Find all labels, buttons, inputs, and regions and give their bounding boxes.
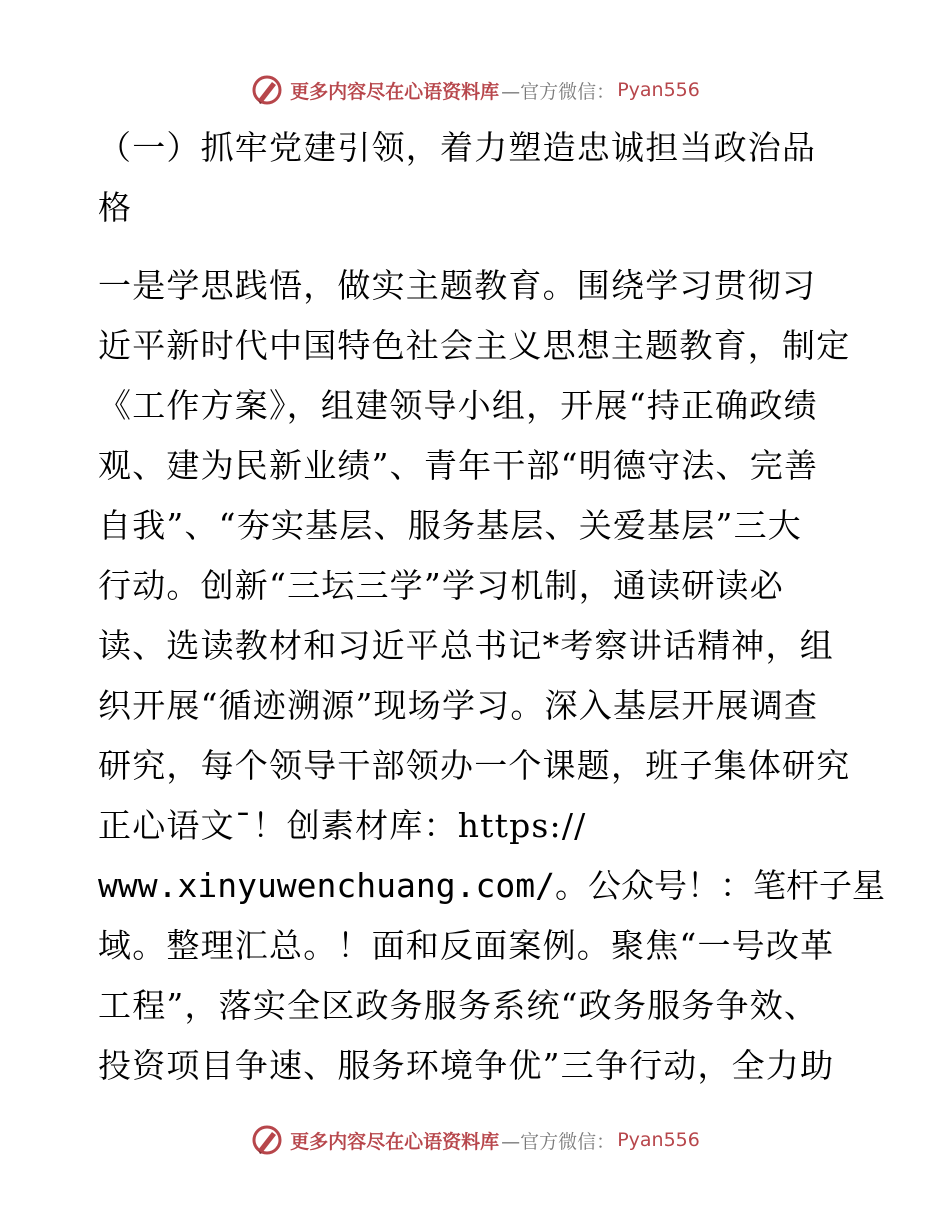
watermark-official-label: —官方微信：: [501, 1130, 616, 1153]
paragraph-line-url: www.xinyuwenchuang.com/。公众号！：笔杆子星: [98, 866, 885, 905]
watermark-text: [290, 77, 700, 104]
paragraph-line: 近平新时代中国特色社会主义思想主题教育，制定: [98, 326, 851, 365]
header-watermark: [0, 70, 950, 110]
watermark-wechat-id: Pyan556: [617, 1129, 700, 1151]
paragraph-line: 观、建为民新业绩”、青年干部“明德守法、完善: [98, 446, 819, 485]
paragraph-line: 投资项目争速、服务环境争优”三争行动，全力助: [98, 1046, 835, 1085]
paragraph-line: 读、选读教材和习近平总书记*考察讲话精神，组: [98, 626, 834, 665]
watermark-text: [290, 1127, 700, 1154]
paragraph-line: 自我”、“夯实基层、服务基层、关爱基层”三大: [98, 506, 803, 545]
paragraph-line: 域。整理汇总。！面和反面案例。聚焦“一号改革: [98, 926, 835, 965]
watermark-brand: 更多内容尽在心语资料库: [290, 1130, 500, 1153]
section-heading-line-1: （一）抓牢党建引领，着力塑造忠诚担当政治品: [98, 128, 817, 167]
paragraph-line: 正心语文¯！创素材库：https://: [98, 806, 587, 845]
paragraph-line: 行动。创新“三坛三学”学习机制，通读研读必: [98, 566, 784, 605]
footer-watermark: [0, 1120, 950, 1160]
paragraph-line: 织开展“循迹溯源”现场学习。深入基层开展调查: [98, 686, 819, 725]
pen-logo-icon: [250, 1123, 284, 1157]
paragraph-line: 《工作方案》，组建领导小组，开展“持正确政绩: [98, 386, 818, 425]
document-body: [98, 118, 885, 1096]
section-heading-line-2: 格: [98, 188, 133, 227]
watermark-brand: 更多内容尽在心语资料库: [290, 80, 500, 103]
paragraph-line: 一是学思践悟，做实主题教育。围绕学习贯彻习: [98, 266, 817, 305]
paragraph-line: 研究，每个领导干部领办一个课题，班子集体研究: [98, 746, 851, 785]
pen-logo-icon: [250, 73, 284, 107]
watermark-official-label: —官方微信：: [501, 80, 616, 103]
watermark-wechat-id: Pyan556: [617, 79, 700, 101]
paragraph-line: 工程”，落实全区政务服务系统“政务服务争效、: [98, 986, 819, 1025]
